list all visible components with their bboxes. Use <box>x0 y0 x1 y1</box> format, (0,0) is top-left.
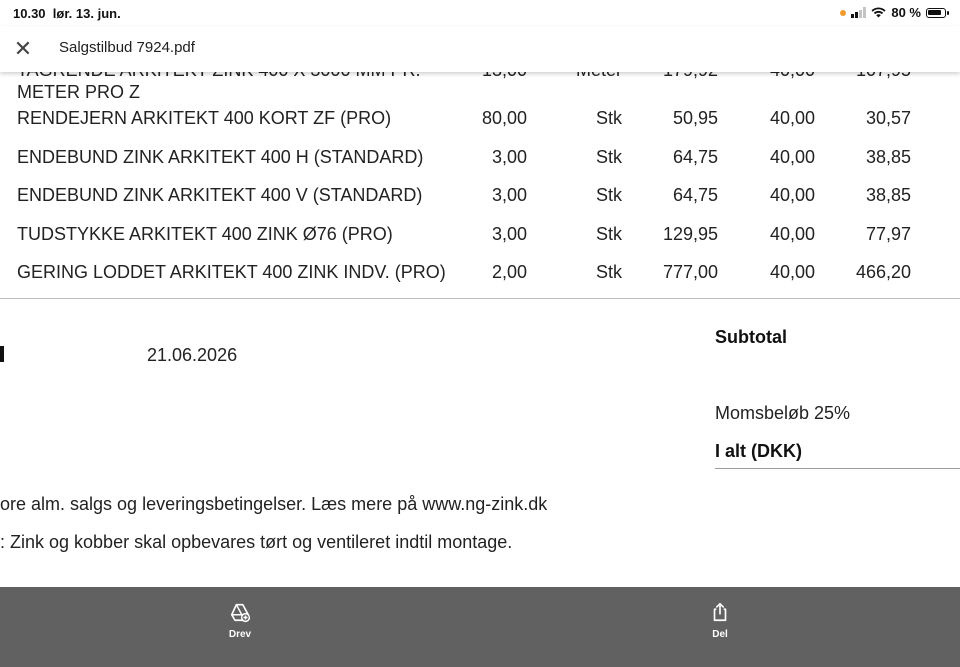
item-total: 77,97 <box>865 224 911 244</box>
total-underline <box>715 468 960 469</box>
item-total: 466,20 <box>855 262 911 282</box>
del-label: Del <box>712 629 728 640</box>
status-indicators <box>840 5 946 20</box>
item-qty: 2,00 <box>491 262 527 282</box>
terms-note: ore alm. salgs og leveringsbetingelser. Læs mere på www.ng-zink.dk <box>0 494 548 514</box>
item-description: TUDSTYKKE ARKITEKT 400 ZINK Ø76 (PRO) <box>17 224 393 244</box>
del-button[interactable] <box>680 601 760 640</box>
item-price: 64,75 <box>672 147 718 167</box>
item-total: 30,57 <box>865 108 911 128</box>
item-price: 777,00 <box>662 262 718 282</box>
table-row <box>0 147 960 171</box>
wifi-icon <box>871 7 886 18</box>
item-total: 38,85 <box>865 147 911 167</box>
status-bar <box>0 0 960 26</box>
table-row <box>0 262 960 286</box>
status-time: 10.30 <box>13 6 46 21</box>
status-time-date <box>13 6 121 21</box>
item-unit: Stk <box>595 147 622 167</box>
privacy-indicator-icon <box>840 10 846 16</box>
item-qty: 80,00 <box>481 108 527 128</box>
item-discount: 40,00 <box>769 224 815 244</box>
item-price: 64,75 <box>672 185 718 205</box>
item-unit: Stk <box>595 262 622 282</box>
drev-button[interactable] <box>200 601 280 640</box>
item-unit: Stk <box>595 224 622 244</box>
item-price: 129,95 <box>662 224 718 244</box>
item-discount: 40,00 <box>769 108 815 128</box>
item-unit: Stk <box>595 108 622 128</box>
item-description: ENDEBUND ZINK ARKITEKT 400 V (STANDARD) <box>17 185 423 205</box>
storage-note: : Zink og kobber skal opbevares tørt og ventileret indtil montage. <box>0 532 513 552</box>
document-title: Salgstilbud 7924.pdf <box>59 39 195 56</box>
item-description: RENDEJERN ARKITEKT 400 KORT ZF (PRO) <box>17 108 392 128</box>
cropped-label-fragment <box>0 346 4 362</box>
subtotal-label: Subtotal <box>715 327 787 347</box>
item-price: 50,95 <box>672 108 718 128</box>
item-discount: 40,00 <box>769 185 815 205</box>
vat-label: Momsbeløb 25% <box>715 403 851 423</box>
pdf-document-view[interactable] <box>0 72 960 587</box>
item-qty: 3,00 <box>491 147 527 167</box>
total-label: I alt (DKK) <box>715 441 802 461</box>
item-unit: Stk <box>595 185 622 205</box>
table-divider <box>0 298 960 299</box>
status-date: lør. 13. jun. <box>52 6 121 21</box>
table-row <box>0 185 960 209</box>
drive-add-icon <box>229 601 251 623</box>
table-row <box>0 108 960 132</box>
share-icon <box>709 601 731 623</box>
battery-icon <box>926 8 946 18</box>
drev-label: Drev <box>228 629 252 640</box>
item-qty: 3,00 <box>491 185 527 205</box>
battery-percent: 80 % <box>891 5 921 20</box>
cellular-signal-icon <box>851 7 866 18</box>
document-header <box>0 26 960 72</box>
bottom-toolbar <box>0 587 960 667</box>
close-icon[interactable]: ✕ <box>13 36 33 61</box>
item-description-continued: METER PRO Z <box>17 82 141 102</box>
item-qty: 3,00 <box>491 224 527 244</box>
item-total: 38,85 <box>865 185 911 205</box>
item-description: ENDEBUND ZINK ARKITEKT 400 H (STANDARD) <box>17 147 424 167</box>
item-discount: 40,00 <box>769 262 815 282</box>
table-row <box>0 224 960 248</box>
item-discount: 40,00 <box>769 147 815 167</box>
validity-date: 21.06.2026 <box>147 345 238 365</box>
item-description: GERING LODDET ARKITEKT 400 ZINK INDV. (PRO) <box>17 262 446 282</box>
